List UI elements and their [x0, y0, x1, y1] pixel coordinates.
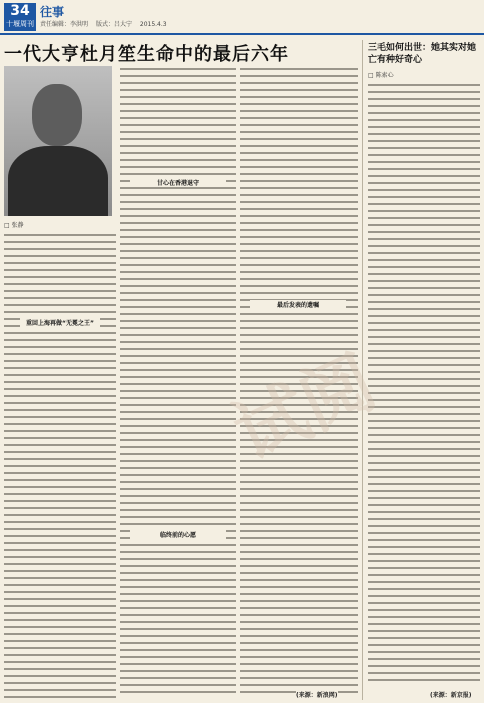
- issue-number: 34: [10, 3, 30, 19]
- portrait-photo: [4, 66, 112, 216]
- masthead: [0, 0, 484, 33]
- article-column-2: [120, 66, 236, 698]
- headline: 一代大亨杜月笙生命中的最后六年: [4, 44, 289, 65]
- issue-badge: [4, 3, 36, 31]
- section-label: 往事: [40, 5, 65, 19]
- editor-credit: 责任编辑：李洪明: [40, 21, 89, 28]
- masthead-meta: [40, 19, 173, 28]
- sidebar-text: [368, 82, 480, 682]
- subhead-4: 最后发表的遗嘱: [250, 300, 346, 309]
- paper-name: 十堰周刊: [6, 20, 34, 28]
- portrait-head-shape: [32, 84, 82, 146]
- sidebar-author: □ 陈索心: [368, 72, 394, 79]
- sidebar-source: (来源：新京报): [430, 692, 472, 699]
- photo-caption: □ 张静: [4, 222, 24, 229]
- masthead-rule: [0, 33, 484, 35]
- design-credit: 版式：吕大宁: [95, 21, 132, 28]
- article-source: (来源：新浪网): [296, 692, 338, 699]
- subhead-3: 临终前的心愿: [130, 530, 226, 539]
- watermark: 试阅: [221, 338, 388, 476]
- subhead-1: 重回上海再做“无冕之王”: [20, 318, 100, 327]
- sidebar-title: 三毛如何出世：她其实对她亡有种好奇心: [368, 43, 477, 65]
- article-column-1: [4, 232, 116, 698]
- portrait-body-shape: [8, 146, 108, 216]
- subhead-2: 甘心在香港退守: [130, 178, 226, 187]
- issue-date: 2015.4.3: [139, 21, 167, 28]
